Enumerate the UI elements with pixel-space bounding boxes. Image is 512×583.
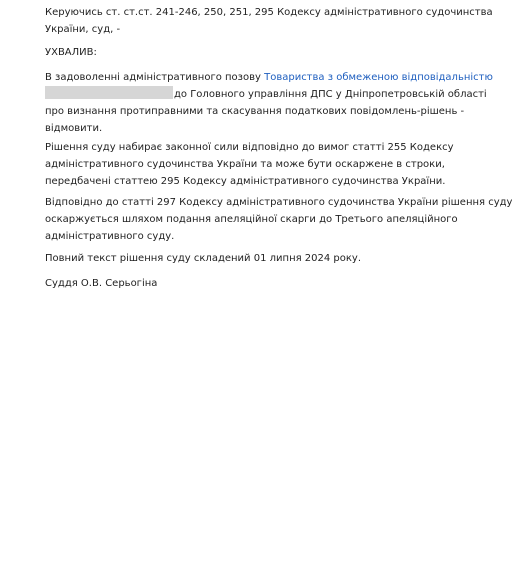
decision-line2-text: до Головного управління ДПС у Дніпропетровській області — [174, 89, 487, 100]
appeal-line: оскаржується шляхом подання апеляційної скарги до Третього апеляційного — [45, 214, 458, 225]
appeal-paragraph — [45, 194, 512, 245]
company-link[interactable]: Товариства з обмеженою відповідальністю — [264, 72, 493, 83]
decision-line — [45, 69, 493, 86]
judge-signature: Суддя О.В. Серьогіна — [45, 278, 158, 289]
redacted-block — [45, 86, 173, 99]
legal-force-line: Рішення суду набирає законної сили відповідно до вимог статті 255 Кодексу — [45, 142, 454, 153]
resolution-heading: УХВАЛИВ: — [45, 47, 97, 58]
decision-line — [45, 86, 493, 103]
intro-paragraph — [45, 4, 493, 38]
decision-line: про визнання протиправними та скасування податкових повідомлень-рішень - — [45, 106, 465, 117]
appeal-line: Відповідно до статті 297 Кодексу адміністративного судочинства України рішення суду — [45, 197, 512, 208]
legal-force-line: передбачені статтею 295 Кодексу адміністративного судочинства України. — [45, 176, 446, 187]
full-text-date-paragraph: Повний текст рішення суду складений 01 липня 2024 року. — [45, 253, 362, 264]
decision-line: відмовити. — [45, 123, 103, 134]
intro-line: Керуючись ст. ст.ст. 241-246, 250, 251, 295 Кодексу адміністративного судочинства — [45, 7, 493, 18]
decision-line1-text: В задоволенні адміністративного позову — [45, 72, 265, 83]
legal-force-paragraph — [45, 139, 454, 190]
appeal-line: адміністративного суду. — [45, 231, 175, 242]
legal-force-line: адміністративного судочинства України та може бути оскаржене в строки, — [45, 159, 445, 170]
intro-line: України, суд, - — [45, 24, 121, 35]
decision-paragraph — [45, 69, 493, 137]
